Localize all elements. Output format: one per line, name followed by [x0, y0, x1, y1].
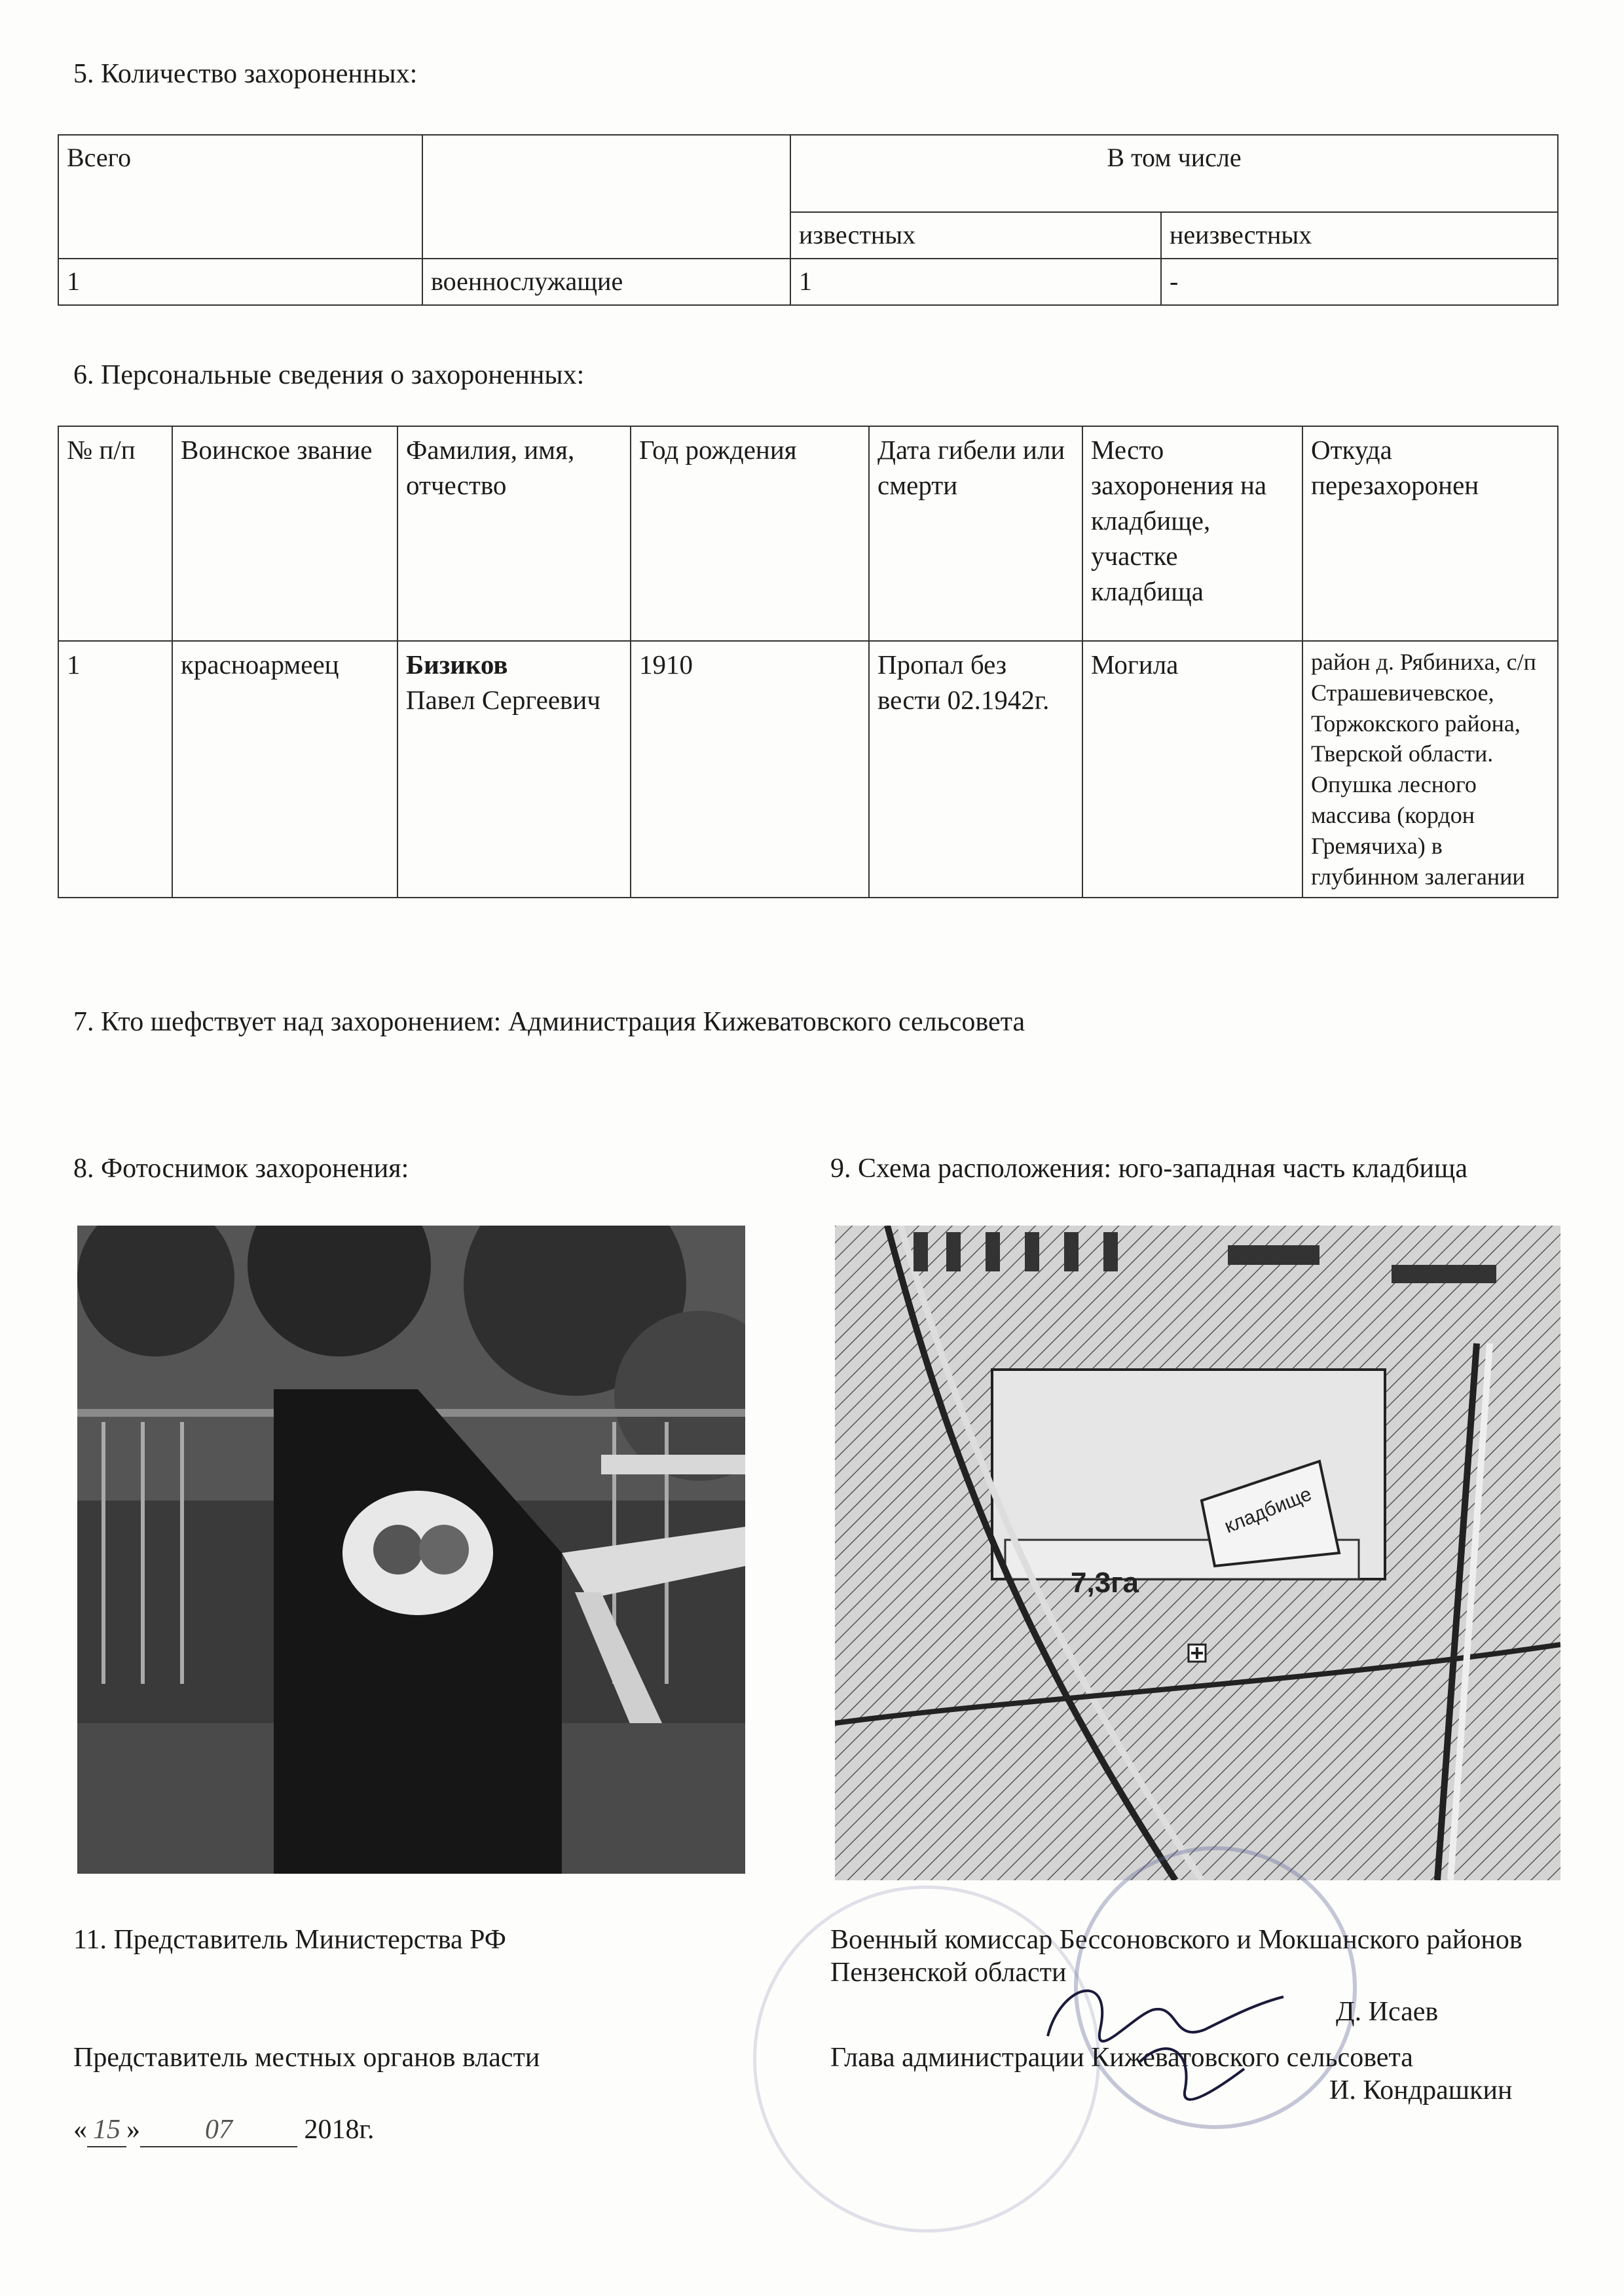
cell-place: Могила — [1082, 641, 1302, 898]
cell-rank: красноармеец — [172, 641, 397, 898]
header-year: Год рождения — [631, 426, 869, 641]
personal-data-table — [58, 426, 1559, 898]
surname: Бизиков — [406, 649, 508, 680]
header-from: Откуда перезахоронен — [1302, 426, 1558, 641]
header-place: Место захоронения на кладбище, участке кладбища — [1082, 426, 1302, 641]
ministry-representative: 11. Представитель Министерства РФ — [73, 1925, 506, 1955]
cell-total: 1 — [58, 259, 422, 305]
cell-fullname — [397, 641, 631, 898]
location-map-image — [835, 1226, 1560, 1880]
cell-from: район д. Рябиниха, с/п Страшевичевское, Торжокского района, Тверской области. Опушка лесного массива (кордон Гремячиха) в глубинном залегании — [1302, 641, 1558, 898]
col-total: Всего — [58, 135, 422, 259]
col-including: В том числе — [790, 135, 1558, 212]
header-death: Дата гибели или смерти — [869, 426, 1082, 641]
signature-date: « 15 » 07 2018г. — [73, 2113, 375, 2147]
administration-head-name: И. Кондрашкин — [1329, 2075, 1513, 2105]
cell-num: 1 — [58, 641, 172, 898]
date-day: 15 — [87, 2113, 126, 2147]
map-cemetery-label: кладбище — [1221, 1483, 1315, 1538]
date-year: 2018г. — [304, 2115, 375, 2145]
military-commissar-name: Д. Исаев — [1336, 1997, 1439, 2027]
section7-text: 7. Кто шефствует над захоронением: Администрация Кижеватовского сельсовета — [73, 1007, 1025, 1037]
cell-known: 1 — [790, 259, 1161, 305]
cell-year: 1910 — [631, 641, 869, 898]
header-rank: Воинское звание — [172, 426, 397, 641]
local-authority-representative: Представитель местных органов власти — [73, 2043, 540, 2073]
burial-count-table — [58, 134, 1559, 306]
section6-heading: 6. Персональные сведения о захороненных: — [73, 360, 585, 390]
cell-death: Пропал без вести 02.1942г. — [869, 641, 1082, 898]
date-month: 07 — [140, 2113, 297, 2147]
location-map — [835, 1226, 1560, 1880]
administration-head-title: Глава администрации Кижеватовского сельсовета — [830, 2043, 1413, 2073]
section5-heading: 5. Количество захороненных: — [73, 59, 418, 89]
cell-category: военнослужащие — [422, 259, 790, 305]
burial-photo — [77, 1226, 745, 1874]
military-commissar-title: Военный комиссар Бессоновского и Мокшанского районов Пензенской области — [830, 1925, 1522, 1988]
header-name: Фамилия, имя, отчество — [397, 426, 631, 641]
given-names: Павел Сергеевич — [406, 685, 600, 716]
map-area-label: 7,3га — [1071, 1567, 1139, 1599]
col-unknown: неизвестных — [1161, 212, 1558, 259]
handwritten-signature — [1022, 1958, 1297, 2128]
burial-photo-image — [77, 1226, 745, 1874]
cell-unknown: - — [1161, 259, 1558, 305]
header-num: № п/п — [58, 426, 172, 641]
col-known: известных — [790, 212, 1161, 259]
section9-heading: 9. Схема расположения: юго-западная часть кладбища — [830, 1154, 1467, 1184]
section8-heading: 8. Фотоснимок захоронения: — [73, 1154, 409, 1184]
